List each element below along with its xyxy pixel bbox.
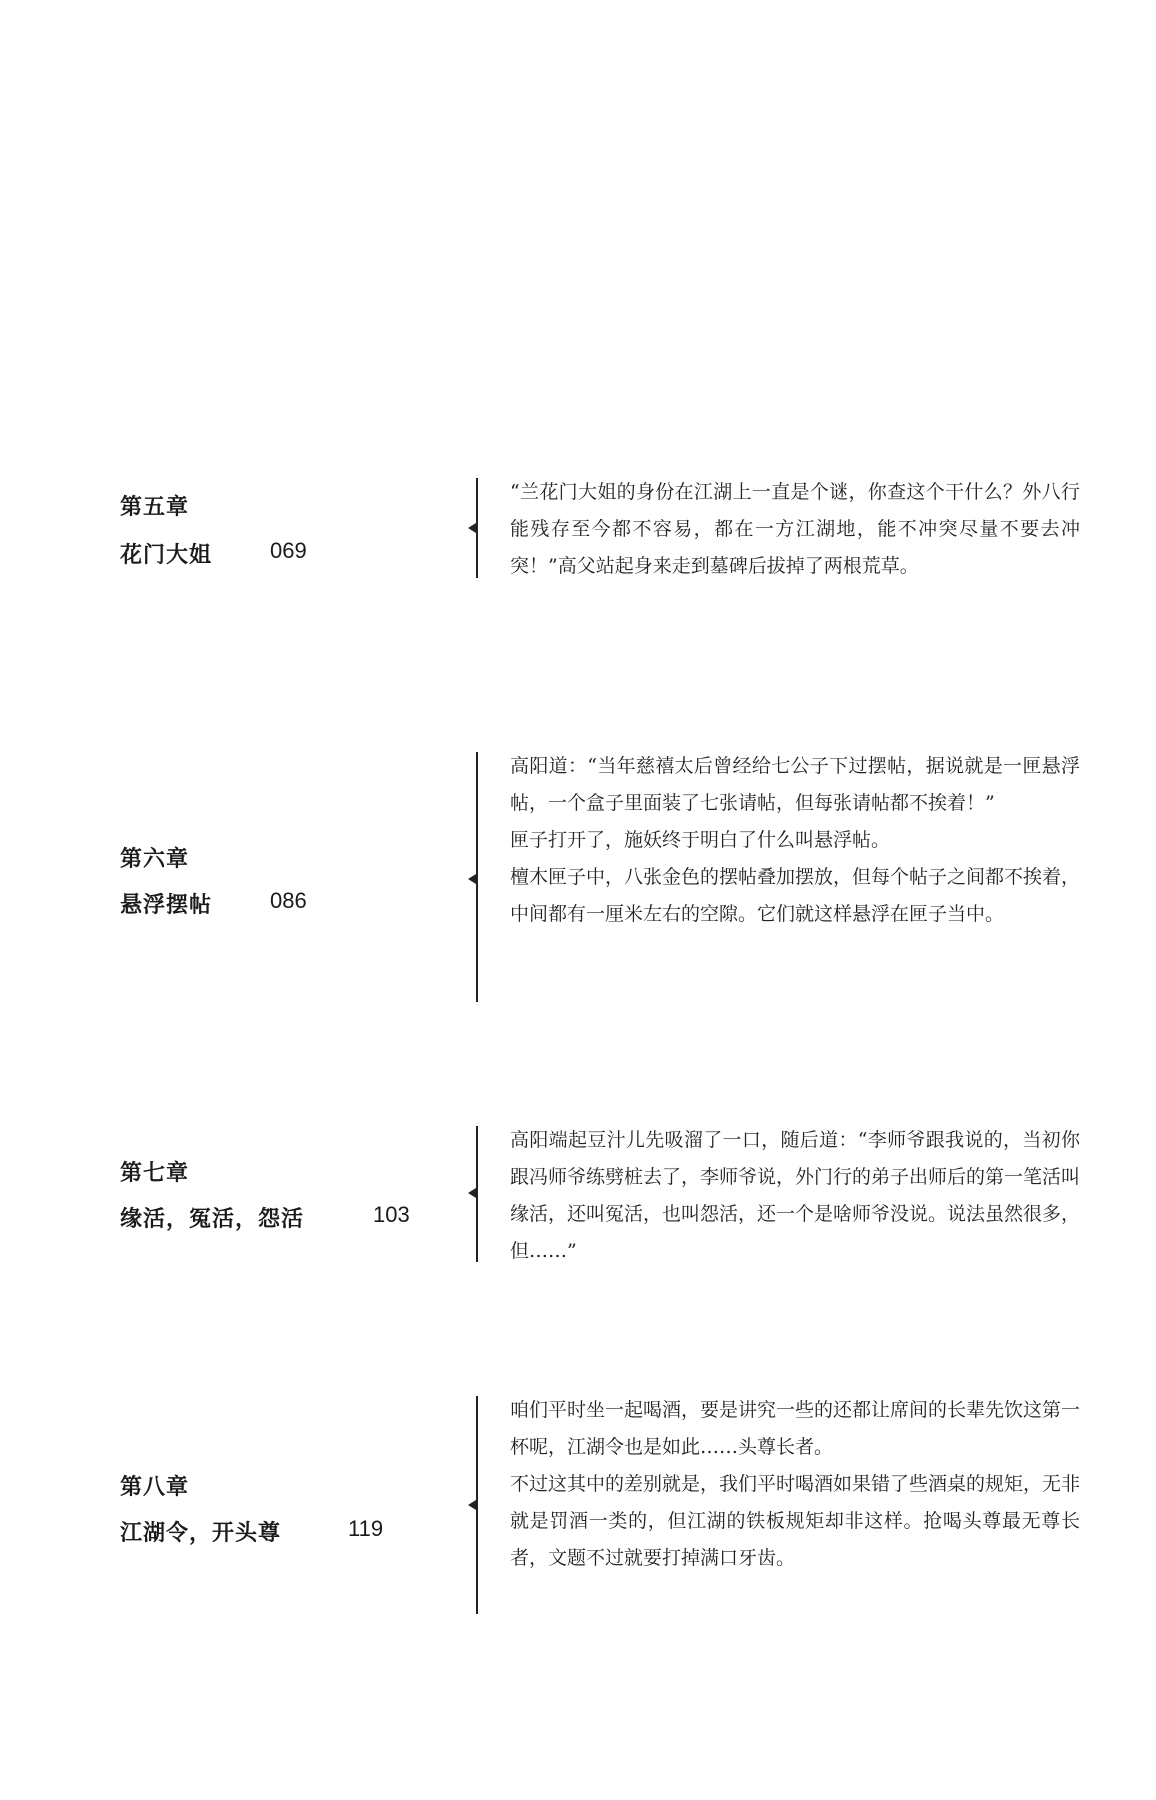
excerpt-bracket <box>476 752 478 1002</box>
excerpt-paragraph: 咱们平时坐一起喝酒，要是讲究一些的还都让席间的长辈先饮这第一杯呢，江湖令也是如此……头尊长者。 <box>510 1399 1080 1458</box>
chapter-page-number: 119 <box>348 1516 384 1541</box>
chapter-page-number: 069 <box>270 538 307 563</box>
excerpt-bracket-tick <box>468 874 476 884</box>
chapter-number: 第七章 <box>120 1161 190 1186</box>
chapter-title: 花门大姐 <box>120 543 213 568</box>
chapter-title: 悬浮摆帖 <box>120 893 213 918</box>
chapter-excerpt <box>510 748 1080 933</box>
chapter-excerpt <box>510 474 1080 585</box>
chapter-excerpt <box>510 1122 1080 1270</box>
chapter-title: 江湖令，开头尊 <box>120 1521 282 1546</box>
excerpt-bracket <box>476 478 478 578</box>
chapter-excerpt <box>510 1392 1080 1584</box>
excerpt-paragraph: “兰花门大姐的身份在江湖上一直是个谜，你查这个干什么？外八行能残存至今都不容易，都在一方江湖地，能不冲突尽量不要去冲突！”高父站起身来走到墓碑后拔掉了两根荒草。 <box>510 481 1080 577</box>
excerpt-paragraph: 高阳道：“当年慈禧太后曾经给七公子下过摆帖，据说就是一匣悬浮帖，一个盒子里面装了七张请帖，但每张请帖都不挨着！” <box>510 755 1080 814</box>
chapter-number: 第五章 <box>120 495 190 520</box>
excerpt-bracket <box>476 1126 478 1262</box>
excerpt-paragraph: 檀木匣子中，八张金色的摆帖叠加摆放，但每个帖子之间都不挨着，中间都有一厘米左右的空隙。它们就这样悬浮在匣子当中。 <box>510 866 1081 925</box>
excerpt-paragraph: 不过这其中的差别就是，我们平时喝酒如果错了些酒桌的规矩，无非就是罚酒一类的，但江湖的铁板规矩却非这样。抢喝头尊最无尊长者，文题不过就要打掉满口牙齿。 <box>510 1473 1080 1569</box>
excerpt-bracket <box>476 1396 478 1614</box>
excerpt-bracket-tick <box>468 523 476 533</box>
chapter-title: 缘活，冤活，怨活 <box>120 1207 305 1232</box>
chapter-page-number: 086 <box>270 888 307 913</box>
chapter-number: 第六章 <box>120 847 190 872</box>
excerpt-bracket-tick <box>468 1188 476 1198</box>
chapter-page-number: 103 <box>373 1202 410 1227</box>
chapter-number: 第八章 <box>120 1475 190 1500</box>
excerpt-bracket-tick <box>468 1500 476 1510</box>
excerpt-paragraph: 匣子打开了，施妖终于明白了什么叫悬浮帖。 <box>510 829 891 851</box>
excerpt-paragraph: 高阳端起豆汁儿先吸溜了一口，随后道：“李师爷跟我说的，当初你跟冯师爷练劈桩去了，李师爷说，外门行的弟子出师后的第一笔活叫缘活，还叫冤活，也叫怨活，还一个是啥师爷没说。说法虽然很多，但……” <box>510 1129 1081 1262</box>
